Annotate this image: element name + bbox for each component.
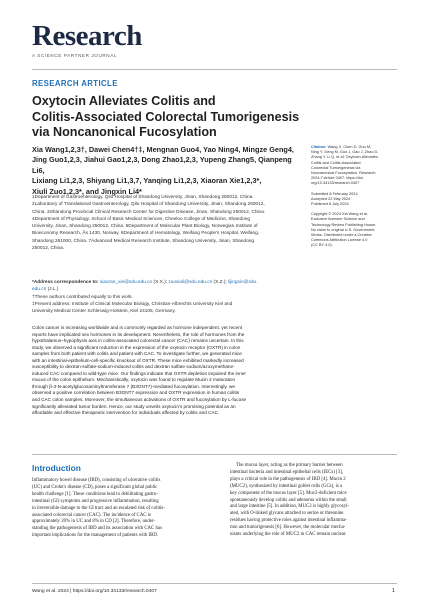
citation-text: 2024;7:Article 0407. https://doi. [311, 176, 364, 181]
abstract-line: samples from both patient with colitis and patient with CAC. To investigate further, we generated mice [32, 351, 242, 357]
citation-text: Noncanonical Fucosylation. Research [311, 171, 376, 176]
footer-citation [32, 589, 157, 594]
email-link-zuo[interactable]: zuoxiuli@sdu.edu.cn [168, 280, 213, 285]
body-line: intestinal (GI) symptoms and progressive inflammation, resulting [32, 498, 159, 504]
body-line: plays a critical role in the pathogenesis of IBD [4]. Mucin 2 [230, 476, 346, 482]
body-line: standing the pathogenesis of IBD and its association with CAC has [32, 526, 162, 532]
footer-doi-link[interactable]: https://doi.org/10.34133/research.0407 [72, 589, 157, 594]
body-line: residues having protective roles against intestinal inflamma- [230, 518, 347, 524]
abstract-line: reports have implicated sex hormones in its development. Nevertheless, the role of hormones from the [32, 331, 245, 337]
affiliation-line: China. 3Shandong Provincial Clinical Research Center for Digestive Disease, Jinan, Shandong 250012, China. [32, 209, 266, 215]
accepted-date: Accepted 22 May 2024 [311, 196, 351, 201]
body-line: The mucus layer, acting as the primary barrier between [236, 463, 343, 468]
article-info-sidebar [311, 145, 403, 254]
author-line: Xiuli Zuo1,2,3*, and Jingxin Li4* [32, 186, 142, 196]
header-divider [32, 69, 397, 70]
abstract-line: with an intestinal-epithelium-cell-specific knockout of OXTR. These mice exhibited markedly increased [32, 357, 244, 363]
correspondence-tail: (J.L.) [46, 287, 59, 293]
body-line: (UC) and Crohn's disease (CD), poses a significant global public [32, 484, 158, 490]
email-link-xie[interactable]: xiaoran_xie@sdu.edu.cn [99, 280, 153, 285]
article-title [32, 94, 332, 141]
author-list [32, 145, 302, 197]
affiliation-line: Bioeconomy Research, Ås 1430, Norway. 6Department of Hematology, Weifang People's Hospital, Weifang, [32, 231, 260, 237]
affiliation-line: University, Jinan, Shandong 250012, China. 5Department of Molecular Plant Biology, Norwegian Institute of [32, 224, 258, 230]
citation-block [311, 145, 403, 187]
copyright-line: No claim to original U.S. Government [311, 227, 375, 232]
journal-logo: Research [32, 20, 142, 52]
body-line: associated colorectal cancer (CAC). The incidence of CAC is [32, 512, 151, 518]
body-line: Inflammatory bowel disease (IBD), consisting of ulcerative colitis [32, 478, 161, 483]
correspondence-lead: *Address correspondence to: [32, 280, 100, 285]
citation-text: Wang X, Chen D, Guo M, [326, 145, 372, 149]
author-line: Xia Wang1,2,3†, Dawei Chen4†‡, Mengnan Guo4, Yao Ning4, Mingze Geng4, [32, 145, 294, 154]
intro-column-left [32, 478, 202, 540]
article-type-label: RESEARCH ARTICLE [32, 79, 118, 88]
abstract-line: significantly alleviated tumor burden. Hence, our study unveils oxytocin's promising potential as an [32, 403, 236, 409]
citation-doi[interactable]: org/10.34133/research.0407 [311, 181, 360, 186]
body-line: key component of the mucus layer [5]. Muc2-deficient mice [230, 490, 347, 496]
dates-block [311, 192, 403, 208]
affiliation-line: 4Department of Physiology, School of Basic Medical Sciences, Cheeloo College of Medicine, Shandong [32, 216, 251, 222]
affiliation-line: 1Department of Gastroenterology, Qilu Hospital of Shandong University, Jinan, Shandong 250012, China. [32, 195, 254, 200]
correspondence-line [32, 286, 302, 293]
body-line: and large intestine [5]. In addition, MUC2 is highly glycosyl- [230, 504, 349, 510]
copyright-line: Commons Attribution License 4.0 [311, 238, 368, 243]
introduction-heading: Introduction [32, 463, 81, 473]
citation-text: Colorectal Tumorigenesis via [311, 165, 361, 170]
citation-label: Citation: [311, 145, 327, 149]
body-line: approximately 20% in UC and 8% in CD [2]. Therefore, under- [32, 519, 156, 525]
copyright-line: Works. Distributed under a Creative [311, 233, 372, 238]
correspondence-line [32, 279, 302, 286]
abstract-line: susceptibility to dextran-sulfate-sodium-induced colitis and dextran sulfate sodium/azoxymethane- [32, 364, 235, 370]
author-line: Lixiang Li1,2,3, Shiyang Li1,3,7, Yanqing Li1,2,3, Xiaoran Xie1,2,3*, [32, 176, 262, 186]
citation-text: Zhang Y, Li Q, et al. Oxytocin Alleviates [311, 155, 378, 160]
copyright-block [311, 212, 403, 248]
abstract-line: mucus of the colon epithelium. Mechanistically, oxytocin was found to regulate Mucin 2 maturation [32, 377, 236, 383]
body-line: nisms underlying the role of MUC2 in CAC remain unclear. [230, 532, 347, 538]
published-date: Published 8 July 2024 [311, 202, 349, 207]
body-line: health challenge [1]. These conditions lead to debilitating gastro- [32, 491, 158, 497]
abstract [32, 325, 309, 417]
abstract-line: study, we observed a significant reduction in the expression of the oxytocin receptor (OXTR) in colon [32, 344, 241, 350]
affiliation-line: Shandong 261000, China. 7Advanced Medical Research Institute, Shandong University, Jinan, Shandong [32, 238, 254, 244]
author-line: Jing Guo1,2,3, Jiahui Gao1,2,3, Dong Zhao1,2,3, Yupeng Zhang5, Qianpeng Li6, [32, 155, 292, 175]
submitted-date: Submitted 8 February 2024 [311, 191, 358, 196]
body-line: tion and tumorigenesis [6]. However, the molecular mecha- [230, 525, 346, 531]
copyright-line: Copyright © 2024 Xia Wang et al. [311, 212, 368, 217]
present-address-note: ‡Present address: Institute of Clinical Molecular Biology, Christian-Albrechts University Kiel and [32, 301, 233, 307]
body-line: spontaneously develop colitis and adenoma within the small [230, 497, 347, 503]
abstract-line: through β-3-N-acetylglucosaminyltransferase 7 (B3GNT7)-mediated fucosylation. Interestingly, we [32, 383, 235, 389]
affiliation-line: 2Laboratory of Translational Gastroenterology, Qilu Hospital of Shandong University, Jinan, Shandong 250012, [32, 202, 265, 208]
title-line: Oxytocin Alleviates Colitis and [32, 94, 216, 108]
contribution-note: †These authors contributed equally to this work. [32, 294, 133, 300]
present-address-note: University Medical Center Schleswig-Holstein, Kiel 24105, Germany. [32, 309, 176, 315]
footer-authors: Wang et al. 2024 | [32, 589, 73, 594]
journal-tagline: A SCIENCE PARTNER JOURNAL [32, 53, 118, 58]
email-link-li[interactable]: lijingxin@sdu. [228, 280, 258, 285]
body-line: (MUC2), synthesized by intestinal goblet cells (GCs), is a [230, 483, 343, 489]
copyright-line: Exclusive licensee Science and [311, 217, 365, 222]
intro-column-right [230, 463, 400, 539]
body-line: important implications for the management of patients with IBD. [32, 533, 159, 539]
correspondence-block [32, 279, 302, 315]
title-line: Colitis-Associated Colorectal Tumorigenesis [32, 109, 300, 124]
affiliations [32, 194, 302, 252]
body-line: ated, with O-linked glycans attached to serine or threonine [230, 511, 344, 517]
body-line: intestinal bacteria and intestinal epithelial cells (IECs) [3], [230, 469, 343, 475]
copyright-line: (CC BY 4.0). [311, 243, 333, 248]
email-link-li-cont[interactable]: edu.cn [32, 287, 47, 293]
copyright-line: Technology Review Publishing House. [311, 222, 377, 227]
abstract-line: observed a positive correlation between B3GNT7 expression and OXTR expression in human colitis [32, 390, 240, 396]
page-number: 1 [392, 588, 396, 594]
section-divider [32, 454, 397, 455]
title-line: via Noncanonical Fucosylation [32, 125, 217, 139]
citation-text: Colitis and Colitis-Associated [311, 160, 361, 165]
abstract-line: and CAC colon samples. Moreover, the simultaneous activations of OXTR and fucosylation by L-fucose [32, 397, 247, 403]
abstract-line: Colon cancer is increasing worldwide and is commonly regarded as hormone independent, yet recent [32, 325, 243, 330]
abstract-line: hypothalamus–hypophysis axis in colitis-associated colorectal cancer (CAC) remains uncertain. In this [32, 338, 244, 344]
footer-divider [32, 583, 397, 584]
body-line: in irreversible damage to the GI tract and an escalated risk of colitis- [32, 505, 165, 511]
citation-text: Ning Y, Geng M, Guo J, Gao J, Zhao D, [311, 150, 379, 155]
affiliation-line: 250012, China. [32, 246, 65, 252]
abstract-line: affordable and effective therapeutic intervention for individuals affected by colitis and CAC. [32, 410, 220, 416]
journal-masthead [32, 22, 142, 58]
correspondence-sep: (X.X.); [152, 280, 169, 285]
correspondence-sep: (X.Z.); [212, 280, 229, 285]
abstract-line: induced CAC compared to wild-type mice. Our findings indicate that OXTR depletion impaired the inner [32, 370, 246, 376]
